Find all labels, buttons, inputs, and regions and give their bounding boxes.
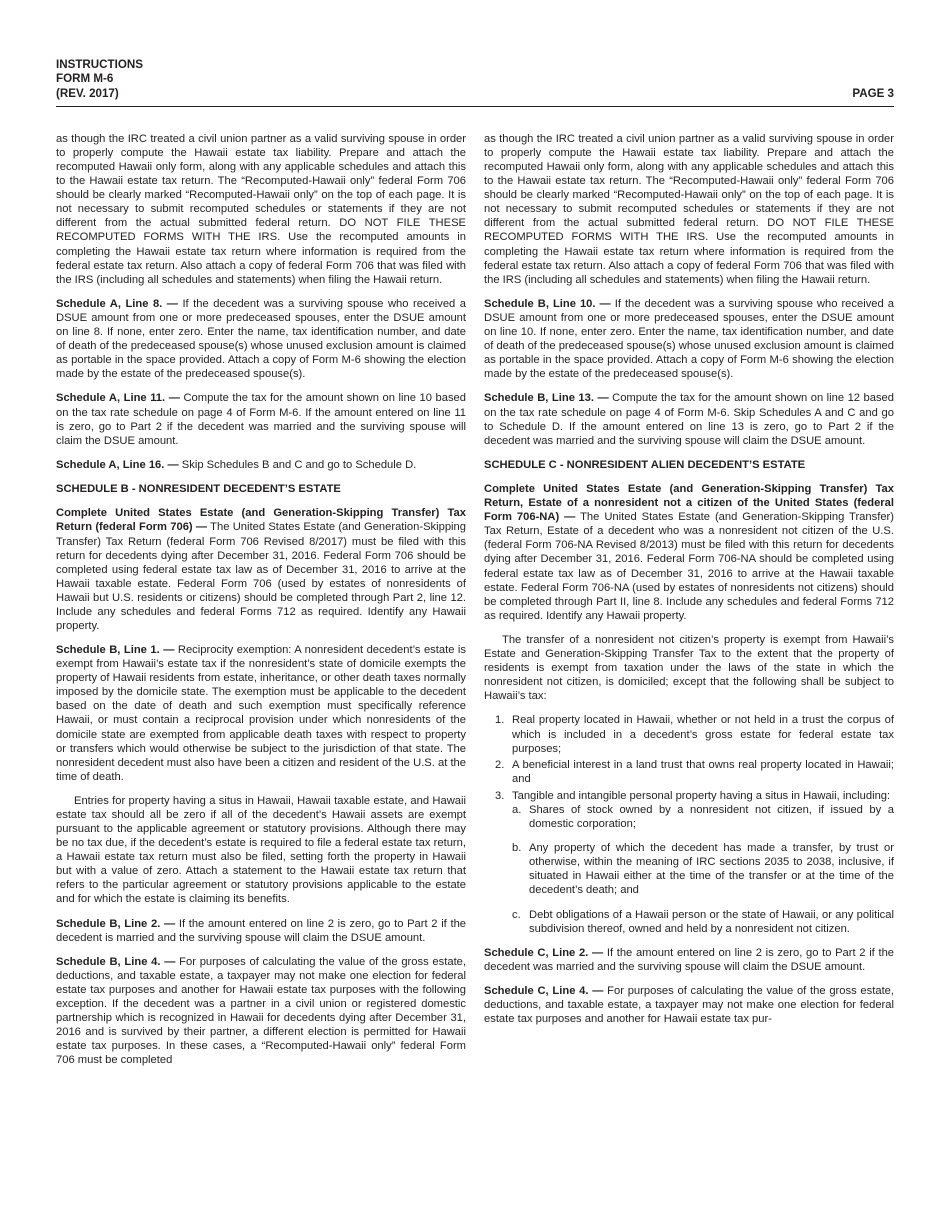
paragraph-text: For purposes of calculating the value of the gross estate, deductions, and taxable estate, a taxpayer may not make one election for federal estate tax purposes and another for Hawaii estate tax pur- [484, 985, 895, 1026]
paragraph-lead: Schedule B, Line 10. — [484, 297, 611, 310]
schedule-c-heading: SCHEDULE C - NONRESIDENT ALIEN DECEDENT’S ESTATE [484, 458, 806, 471]
paragraph-lead: Schedule C, Line 4. — [484, 985, 604, 998]
list-marker: 3. [495, 789, 505, 802]
list-item-text: Any property of which the decedent has made a transfer, by trust or otherwise, within the meaning of IRC sections 2035 to 2038, inclusive, if situated in Hawaii either at the time of the transfer or at the time of the decedent’s death; and [529, 842, 894, 897]
paragraph-schedule-b-line-4 [56, 955, 466, 1068]
list-item [484, 789, 894, 936]
sub-list-item [512, 908, 894, 936]
form-identifier [56, 58, 894, 101]
paragraph-schedule-a-line-16 [56, 458, 466, 472]
paragraph-continued: as though the IRC treated a civil union partner as a valid surviving spouse in order to properly compute the Hawaii estate tax liability. Prepare and attach the recomputed Hawaii only form, along with any applicable schedules and attach this to the Hawaii estate tax return. The “Recomputed-Hawaii only” federal Form 706 should be clearly marked “Recomputed-Hawaii only” on the top of each page. It is not necessary to submit recomputed schedules or statements if they are not different from the actual submitted federal return. DO NOT FILE THESE RECOMPUTED FORMS WITH THE IRS. Use the recomputed amounts in completing the Hawaii estate tax return where information is required from the federal estate tax return. Also attach a copy of federal Form 706 that was filed with the IRS (including all schedules and statements) when filing the Hawaii return. [484, 133, 894, 286]
paragraph-schedule-b-line-1 [56, 643, 466, 784]
paragraph-form-706-na [484, 482, 894, 623]
taxable-property-list [484, 713, 894, 935]
paragraph-text: If the amount entered on line 2 is zero, go to Part 2 if the decedent is married and the surviving spouse will claim the DSUE amount. [56, 917, 467, 944]
paragraph-text: If the amount entered on line 2 is zero, go to Part 2 if the decedent was married and the surviving spouse will claim the DSUE amount. [484, 946, 895, 973]
list-marker: c. [512, 908, 521, 921]
paragraph-lead: Schedule A, Line 16. — [56, 458, 179, 471]
paragraph-schedule-b-line-13 [484, 391, 894, 447]
page-header [56, 58, 894, 101]
page-number: PAGE 3 [852, 86, 894, 100]
list-item [484, 713, 894, 755]
paragraph-text: If the decedent was a surviving spouse who received a DSUE amount from one or more predeceased spouses, enter the DSUE amount on line 10. If none, enter zero. Enter the name, tax identification number, and date of death of the predeceased spouse(s) whose unused exclusion amount is claimed as portable in the space provided. Attach a copy of Form M-6 showing the election made by the estate of the predeceased spouse(s). [484, 297, 894, 381]
sub-list-item [512, 803, 894, 831]
paragraph-hawaii-situs: Entries for property having a situs in Hawaii, Hawaii taxable estate, and Hawaii estate tax should all be zero if all of the decedent’s Hawaii assets are exempt pursuant to the applicable agreement or statutory provisions. Although there may be no tax due, if the decedent’s estate is required to file a federal estate tax return, a Hawaii estate tax return must also be filed, setting forth the property in Hawaii but with a value of zero. Attach a statement to the Hawaii estate tax return that refers to the particular agreement or statutory provisions applicable to the estate and for which the estate is claiming its benefits. [56, 794, 466, 906]
paragraph-text: Compute the tax for the amount shown on line 12 based on the tax rate schedule on page 4 of Form M-6. Skip Schedules A and C and go to Schedule D. If the amount entered on line 13 is zero, go to Part 2 if the decedent was married and the surviving spouse will claim the DSUE amount. [484, 392, 894, 447]
header-line-revision: (REV. 2017) [56, 86, 119, 100]
paragraph-lead: Complete United States Estate (and Generation-Skipping Transfer) Tax Return, Estate of a nonresident not a citizen of the United States (federal Form 706-NA) — [484, 483, 894, 524]
paragraph-text: For purposes of calculating the value of the gross estate, deductions, and taxable estate, a taxpayer may not make one election for federal estate tax purposes and another for Hawaii estate tax purposes with the following exception. If the decedent was a partner in a civil union or registered domestic partnership which is recognized in Hawaii for decedents dying after December 31, 2016 and is survived by their partner, a different election is permitted for Hawaii estate tax purposes. In these cases, a “Recomputed-Hawaii only” federal Form 706 must be completed [56, 955, 467, 1067]
right-column [484, 132, 894, 1037]
paragraph-lead: Schedule A, Line 8. — [56, 297, 178, 310]
paragraph-schedule-b-line-2 [56, 917, 466, 945]
list-marker: 1. [495, 714, 505, 727]
paragraph-lead: Schedule B, Line 2. — [56, 917, 176, 930]
paragraph-schedule-c-line-2 [484, 946, 894, 974]
paragraph-text: Reciprocity exemption: A nonresident decedent’s estate is exempt from Hawaii’s estate tax if the nonresident’s state of domicile exempts the property of Hawaii residents from estate, inheritance, or other death taxes normally imposed by the domicile state. The exemption must be applicable to the decedent based on the date of death and such exemption must specifically reference Hawaii, or must contain a reciprocal provision under which nonresidents of the domicile state are exempted from applicable death taxes with respect to property or transfers which would otherwise be subject to the jurisdiction of that state. The nonresident decedent must also have been a citizen and resident of the U.S. at the time of death. [56, 644, 466, 783]
list-item-text: Real property located in Hawaii, whether or not held in a trust the corpus of which is included in a decedent’s gross estate for federal estate tax purposes; [512, 714, 894, 755]
paragraph-continued: as though the IRC treated a civil union partner as a valid surviving spouse in order to properly compute the Hawaii estate tax liability. Prepare and attach the recomputed Hawaii only form, along with any applicable schedules and attach this to the Hawaii estate tax return. The “Recomputed-Hawaii only” federal Form 706 should be clearly marked “Recomputed-Hawaii only” on the top of each page. It is not necessary to submit recomputed schedules or statements if they are not different from the actual submitted federal return. DO NOT FILE THESE RECOMPUTED FORMS WITH THE IRS. Use the recomputed amounts in completing the Hawaii estate tax return where information is required from the federal estate tax return. Also attach a copy of federal Form 706 that was filed with the IRS (including all schedules and statements) when filing the Hawaii return. [56, 133, 466, 286]
header-line-form: FORM M-6 [56, 72, 114, 86]
sub-list [512, 803, 894, 936]
list-marker: a. [512, 803, 522, 816]
paragraph-schedule-b-line-10 [484, 297, 894, 381]
paragraph-schedule-c-line-4 [484, 984, 894, 1026]
list-item [484, 758, 894, 786]
list-marker: 2. [495, 759, 505, 772]
paragraph-schedule-a-line-11 [56, 391, 466, 447]
paragraph-text: Compute the tax for the amount shown on line 10 based on the tax rate schedule on page 4 of Form M-6. If the amount entered on line 11 is zero, go to Part 2 if the decedent was married and the surviving spouse will claim the DSUE amount. [56, 392, 467, 447]
list-item-text: Debt obligations of a Hawaii person or the state of Hawaii, or any political subdivision thereof, owned and held by a nonresident not citizen. [529, 908, 894, 935]
list-item-text: Tangible and intangible personal property having a situs in Hawaii, including: [512, 789, 891, 802]
paragraph-text: The United States Estate (and Generation-Skipping Transfer) Tax Return, Estate of a decedent who was a nonresident not citizen of the U.S. (federal Form 706-NA Revised 8/2013) must be filed with this return for decedents dying after December 31, 2016. Federal Form 706-NA should be completed using federal estate tax law as of December 31, 2016 to arrive at the Hawaii taxable estate. Federal Form 706-NA (used by estates of nonresidents not citizens) should be completed through Part II, line 8. Include any schedules and federal Forms 712 as required. Identify any Hawaii property. [484, 511, 894, 622]
paragraph-text: Skip Schedules B and C and go to Schedule D. [178, 458, 417, 471]
paragraph-lead: Schedule A, Line 11. — [56, 392, 180, 405]
header-divider [56, 106, 894, 107]
schedule-b-heading: SCHEDULE B - NONRESIDENT DECEDENT’S ESTATE [56, 483, 341, 496]
list-item-text: A beneficial interest in a land trust that owns real property located in Hawaii; and [512, 759, 894, 786]
paragraph-lead: Schedule B, Line 4. — [56, 955, 176, 968]
paragraph-lead: Schedule B, Line 1. — [56, 644, 175, 657]
paragraph-nonresident-transfer: The transfer of a nonresident not citizen’s property is exempt from Hawaii’s Estate and Generation-Skipping Transfer Tax to the extent that the property of residents is exempt from taxation under the laws of the state in which the nonresident not citizen, is domiciled; except that the following shall be subject to Hawaii’s tax: [484, 633, 894, 703]
paragraph-form-706 [56, 506, 466, 633]
list-marker: b. [512, 842, 522, 855]
header-line-instructions: INSTRUCTIONS [56, 58, 143, 71]
paragraph-text: If the decedent was a surviving spouse who received a DSUE amount from one or more predeceased spouses, enter the DSUE amount on line 8. If none, enter zero. Enter the name, tax identification number, and date of death of the predeceased spouse(s) whose unused exclusion amount is claimed as portable in the space provided. Attach a copy of Form M-6 showing the election made by the estate of the predeceased spouse(s). [56, 297, 466, 381]
left-column [56, 132, 466, 1078]
sub-list-item [512, 841, 894, 897]
paragraph-lead: Complete United States Estate (and Generation-Skipping Transfer) Tax Return (federal Form 706) — [56, 507, 466, 534]
paragraph-lead: Schedule C, Line 2. — [484, 946, 604, 959]
list-item-text: Shares of stock owned by a nonresident not citizen, if issued by a domestic corporation; [529, 803, 894, 830]
paragraph-text: The United States Estate (and Generation-Skipping Transfer) Tax Return (federal Form 706 Revised 8/2017) must be filed with this return for decedents dying after December 31, 2016. Federal Form 706 should be completed using federal estate tax law as of December 31, 2016 to arrive at the Hawaii taxable estate. Federal Form 706 (used by estates of nonresidents of Hawaii but U.S. residents or citizens) should be completed through Part 2, line 12. Include any schedules and federal Forms 712 as required. Identify any Hawaii property. [56, 521, 466, 632]
paragraph-lead: Schedule B, Line 13. — [484, 392, 609, 405]
paragraph-schedule-a-line-8 [56, 297, 466, 381]
